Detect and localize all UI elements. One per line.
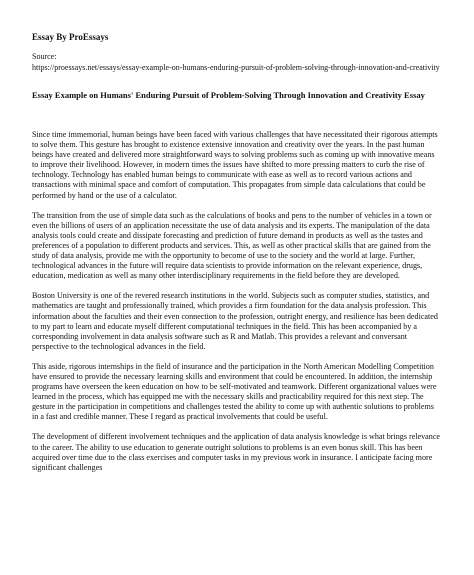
document-header-title: Essay By ProEssays [32,32,109,42]
essay-title: Essay Example on Humans' Enduring Pursuit of Problem-Solving Through Innovation and Creativity Essay [32,90,425,100]
source-block [32,51,442,73]
essay-paragraph: Since time immemorial, human beings have been faced with various challenges that have necessitated their rigorous attempts to solve them. This gesture has brought to existence extensive innovation and creativity over the years. In the past human beings have created and delivered more straightforward ways to solving problems such as coming up with innovative means to improve their livelihood. However, in modern times the issues have shifted to more pressing matters to curb the rise of technology. Technology has enabled human beings to communicate with ease as well as to record various actions and transactions with minimal space and comfort of computation. This propagates from simple data calculations that could be performed by hand or the use of a calculator. [32,130,438,200]
source-label: Source: [32,52,57,61]
essay-paragraph: The transition from the use of simple data such as the calculations of books and pens to the number of vehicles in a town or even the billions of users of an application necessitate the use of data analysis and its experts. The manipulation of the data analysis tools could create and dissipate forecasting and prediction of future demand in products as well as the tastes and preferences of a population to different products and services. This, as well as other practical skills that are gained from the study of data analysis, provide me with the opportunity to become of use to the society and the world at large. Further, technological advances in the future will require data scientists to provide information on the relevant experience, drugs, education, medication as well as many other interdisciplinary requirements in the field before they are developed. [32,210,432,281]
essay-paragraph: Boston University is one of the revered research institutions in the world. Subjects such as computer studies, statistics, and mathematics are taught and professionally trained, which provides a firm foundation for the data analysis profession. This information about the faculties and their even connection to the profession, outright energy, and resilience has been dedicated to my part to learn and educate myself different computational techniques in the field. This has been accompanied by a corresponding involvement in data analysis software such as R and Matlab. This provides a relevant and conversant perspective to the technological advances in the field. [32,291,438,351]
essay-paragraph: This aside, rigorous internships in the field of insurance and the participation in the North American Modelling Competition have ensured to provide the necessary learning skills and environment that could be encountered. In addition, the internship programs have overseen the keen education on how to be self-motivated and teamwork. Different organizational values were learned in the process, which has equipped me with the necessary skills and practicability required for this next step. The gesture in the participation in competitions and challenges tested the ability to come up with authentic solutions to problems in a fast and credible manner. These I regard as practical involvements that could be useful. [32,361,437,422]
essay-body [32,130,442,473]
essay-paragraph: The development of different involvement techniques and the application of data analysis knowledge is what brings relevance to the career. The ability to use education to generate outright solutions to problems is an even bonus skill. This has been acquired over time due to the class exercises and computer tasks in my previous work in insurance. I anticipate facing more significant challenges [32,432,441,472]
source-url: https://proessays.net/essays/essay-example-on-humans-enduring-pursuit-of-problem-solving-through-innovation-and-creativity [32,63,440,72]
